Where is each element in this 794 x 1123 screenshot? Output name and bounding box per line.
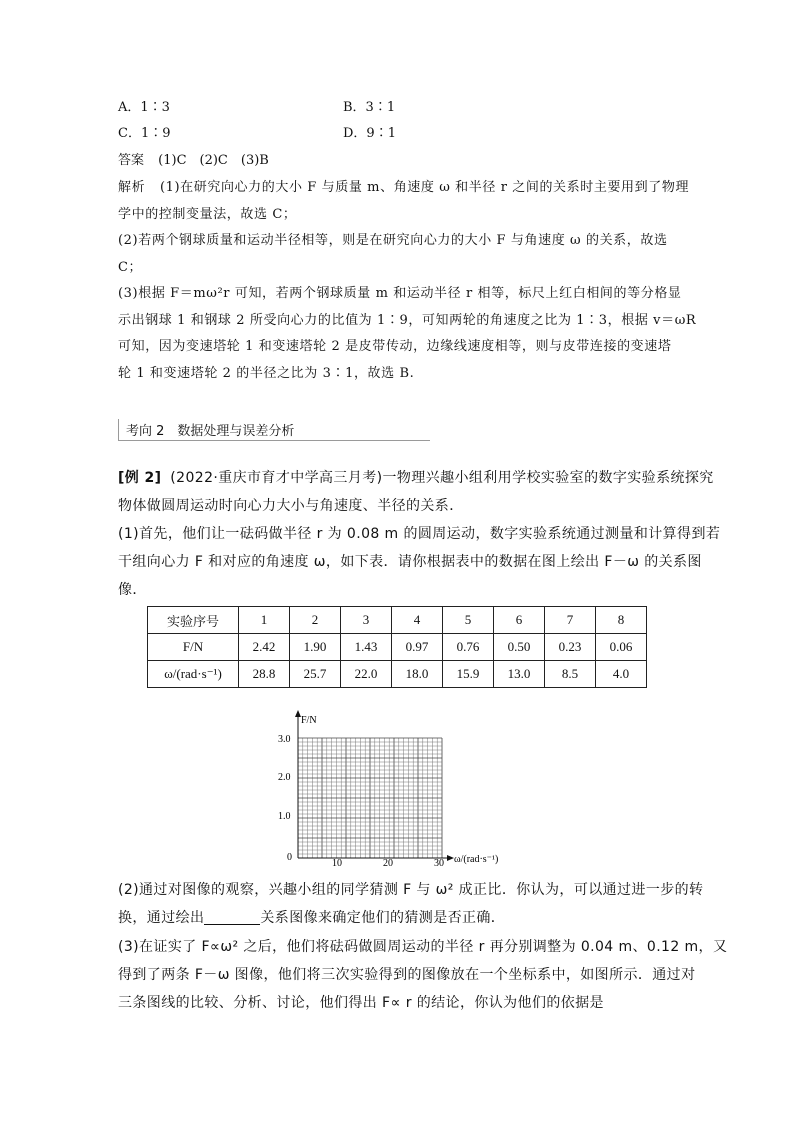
q3-line-2: 得到了两条 F－ω 图像，他们将三次实验得到的图像放在一个坐标系中，如图所示．通过对	[118, 967, 696, 983]
section-title: 考向 2 数据处理与误差分析	[126, 424, 295, 439]
table-cell: F/N	[148, 634, 239, 661]
table-cell: 8	[596, 607, 647, 634]
x-axis-arrow	[447, 855, 454, 861]
table-header-row	[148, 607, 647, 634]
table-cell: 实验序号	[148, 607, 239, 634]
table-cell: 28.8	[239, 661, 290, 688]
analysis-text-3: (2)若两个钢球质量和运动半径相等，则是在研究向心力的大小 F 与角速度 ω 的关系，故选	[118, 233, 668, 248]
table-cell: 0.06	[596, 634, 647, 661]
analysis-text-4: C；	[118, 260, 143, 275]
example-text-3: (1)首先，他们让一砝码做半径 r 为 0.08 m 的圆周运动，数字实验系统通过测量和计算得到若	[118, 526, 721, 542]
y-tick-label: 3.0	[278, 734, 291, 745]
y-axis-label: F/N	[301, 715, 317, 726]
table-cell: 3	[341, 607, 392, 634]
option-b: B．3∶1	[343, 100, 396, 115]
example-line-1	[118, 468, 714, 488]
table-cell: 15.9	[443, 661, 494, 688]
option-d: D．9∶1	[343, 126, 396, 141]
table-cell: 0.97	[392, 634, 443, 661]
table-cell: 2	[290, 607, 341, 634]
q2-line-2	[118, 908, 505, 928]
table-cell: 0.76	[443, 634, 494, 661]
x-tick-label: 20	[383, 858, 393, 869]
table-cell: 6	[494, 607, 545, 634]
x-tick-label: 30	[434, 858, 444, 869]
table-cell: 4.0	[596, 661, 647, 688]
example-text-2: 物体做圆周运动时向心力大小与角速度、半径的关系．	[118, 498, 464, 514]
analysis-text-2: 学中的控制变量法，故选 C；	[118, 207, 297, 222]
graph-grid	[298, 738, 442, 858]
example-text-4: 干组向心力 F 和对应的角速度 ω，如下表．请你根据表中的数据在图上绘出 F－ω 的关系图	[118, 554, 702, 570]
q2-text-post: 关系图像来确定他们的猜测是否正确．	[260, 910, 506, 926]
table-cell: 1.43	[341, 634, 392, 661]
example-text-1: (2022·重庆市育才中学高三月考)一物理兴趣小组利用学校实验室的数字实验系统探究	[170, 470, 714, 486]
option-c: C．1∶9	[118, 126, 171, 141]
table-row-omega	[148, 661, 647, 688]
analysis-text-7: 可知，因为变速塔轮 1 和变速塔轮 2 是皮带传动，边缘线速度相等，则与皮带连接的变速塔	[118, 339, 672, 354]
q3-line-1: (3)在证实了 F∝ω² 之后，他们将砝码做圆周运动的半径 r 再分别调整为 0.04 m、0.12 m，又	[118, 939, 728, 955]
answer-blank[interactable]	[204, 910, 260, 925]
table-cell: 13.0	[494, 661, 545, 688]
data-table	[147, 606, 647, 688]
y-tick-label: 1.0	[278, 811, 291, 822]
q3-line-3: 三条图线的比较、分析、讨论，他们得出 F∝ r 的结论，你认为他们的依据是	[118, 995, 604, 1011]
analysis-text-5: (3)根据 F＝mω²r 可知，若两个钢球质量 m 和运动半径 r 相等，标尺上红白相间的等分格显	[118, 286, 682, 301]
analysis-label: 解析	[118, 180, 146, 195]
analysis-text-1: (1)在研究向心力的大小 F 与质量 m、角速度 ω 和半径 r 之间的关系时主要用到了物理	[159, 180, 690, 195]
table-cell: ω/(rad·s⁻¹)	[148, 661, 239, 688]
table-cell: 1.90	[290, 634, 341, 661]
example-text-5: 像．	[118, 582, 147, 598]
analysis-text-6: 示出钢球 1 和钢球 2 所受向心力的比值为 1∶9，可知两轮的角速度之比为 1∶3，根据 v＝ωR	[118, 313, 697, 328]
x-axis-label: ω/(rad·s⁻¹)	[454, 854, 499, 865]
analysis-line-1	[118, 178, 689, 198]
table-cell: 0.23	[545, 634, 596, 661]
table-cell: 5	[443, 607, 494, 634]
table-cell: 22.0	[341, 661, 392, 688]
table-cell: 8.5	[545, 661, 596, 688]
table-row-force	[148, 634, 647, 661]
table-cell: 7	[545, 607, 596, 634]
table-cell: 25.7	[290, 661, 341, 688]
table-cell: 0.50	[494, 634, 545, 661]
q2-text-pre: 换，通过绘出	[118, 910, 205, 926]
answer-line	[118, 151, 269, 171]
graph-chart	[270, 708, 530, 870]
answer-text: (1)C (2)C (3)B	[158, 153, 269, 168]
option-a: A．1∶3	[118, 100, 170, 115]
example-tag: [例 2]	[118, 470, 162, 486]
x-tick-label: 10	[332, 858, 342, 869]
analysis-text-8: 轮 1 和变速塔轮 2 的半径之比为 3∶1，故选 B.	[118, 366, 415, 381]
origin-label: 0	[287, 852, 292, 863]
section-header	[118, 418, 430, 441]
q2-line-1: (2)通过对图像的观察，兴趣小组的同学猜测 F 与 ω² 成正比．你认为，可以通过进一步的转	[118, 882, 704, 898]
table-cell: 1	[239, 607, 290, 634]
answer-label: 答案	[118, 153, 145, 168]
table-cell: 4	[392, 607, 443, 634]
y-tick-label: 2.0	[278, 772, 291, 783]
table-cell: 2.42	[239, 634, 290, 661]
table-cell: 18.0	[392, 661, 443, 688]
